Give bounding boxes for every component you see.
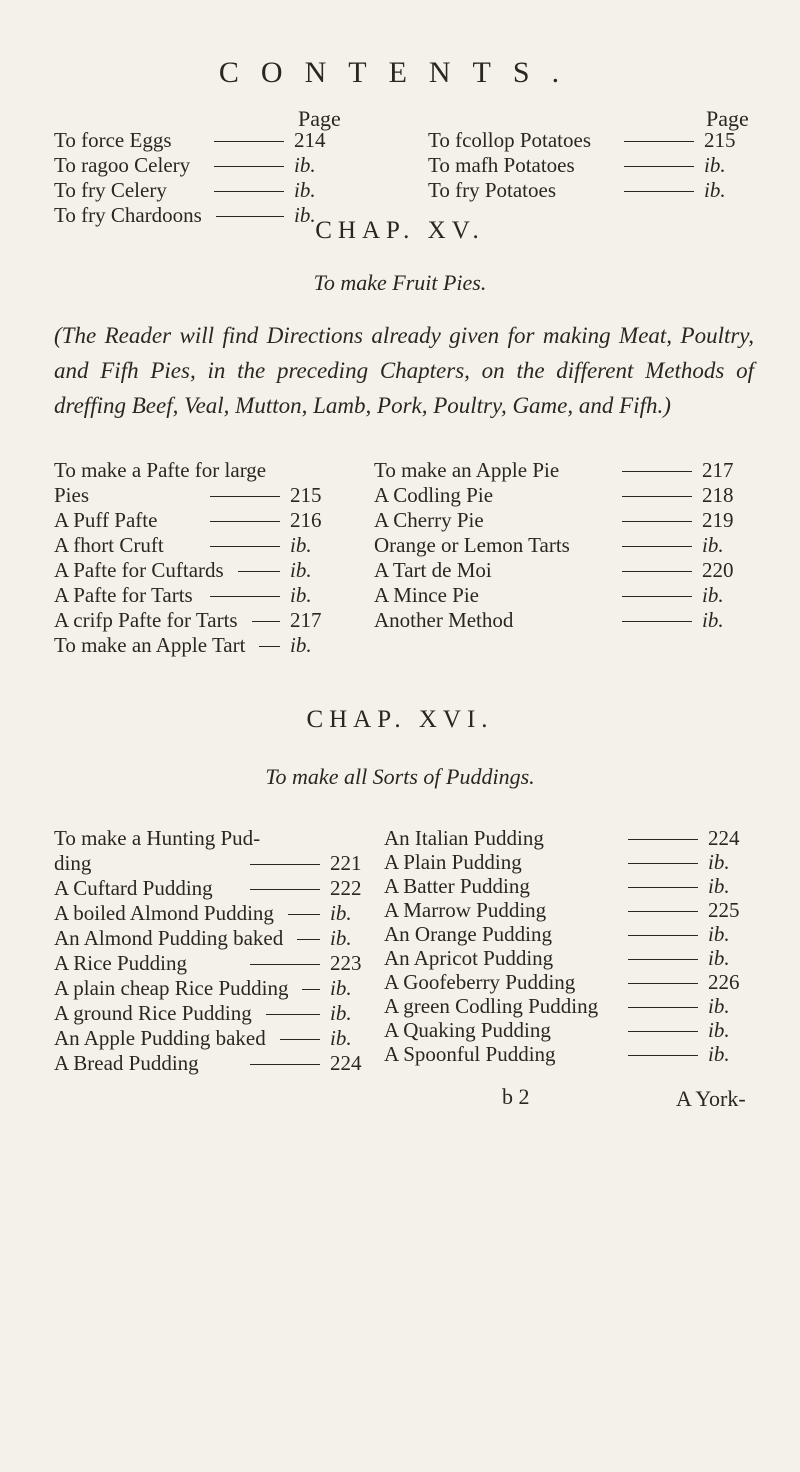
leader-rule xyxy=(210,521,280,522)
chapter-16-heading: CHAP. XVI. xyxy=(306,706,494,733)
toc-entry-page: 225 xyxy=(708,898,740,922)
toc-entry xyxy=(384,874,762,898)
toc-entry-title: A Mince Pie xyxy=(374,583,479,607)
toc-entry-page: ib. xyxy=(294,178,316,202)
toc-entry-page: 224 xyxy=(708,826,740,850)
leader-rule xyxy=(214,141,284,142)
toc-entry xyxy=(54,826,374,851)
leader-rule xyxy=(238,571,280,572)
signature-mark: b 2 xyxy=(502,1084,530,1109)
leader-rule xyxy=(622,571,692,572)
toc-entry-title: A boiled Almond Pudding xyxy=(54,901,274,925)
toc-entry-page: ib. xyxy=(704,153,726,177)
toc-entry-title: A plain cheap Rice Pudding xyxy=(54,976,289,1000)
toc-entry-title: A Goofeberry Pudding xyxy=(384,970,576,994)
leader-rule xyxy=(259,646,280,647)
toc-entry-page: ib. xyxy=(330,1001,352,1025)
toc-entry-title: A Pafte for Tarts xyxy=(54,583,193,607)
leader-rule xyxy=(628,935,698,936)
toc-entry-page: 215 xyxy=(290,483,322,507)
toc-entry-title: A Spoonful Pudding xyxy=(384,1042,556,1066)
leader-rule xyxy=(628,1031,698,1032)
toc-entry xyxy=(384,922,762,946)
leader-rule xyxy=(628,863,698,864)
toc-entry xyxy=(374,458,758,483)
toc-entry xyxy=(384,946,762,970)
top-right-list xyxy=(428,128,758,203)
toc-entry-title: An Almond Pudding baked xyxy=(54,926,284,950)
toc-entry xyxy=(54,976,374,1001)
toc-entry-page: 226 xyxy=(708,970,740,994)
toc-entry-title: To make an Apple Pie xyxy=(374,458,560,482)
leader-rule xyxy=(624,166,694,167)
leader-rule xyxy=(624,141,694,142)
chapter-15-note: (The Reader will find Directions already given for making Meat, Poultry, and Fifh Pies, in the preceding Chapters, on the different Methods of dreffing Beef, Veal, Mutton, Lamb, Pork, Poultry, Game, and Fifh.) xyxy=(54,323,754,418)
toc-entry-title: A Cherry Pie xyxy=(374,508,484,532)
leader-rule xyxy=(622,546,692,547)
toc-entry-page: 220 xyxy=(702,558,734,582)
toc-entry-page: 218 xyxy=(702,483,734,507)
toc-entry-page: ib. xyxy=(702,533,724,557)
chapter-15-right-list xyxy=(374,458,758,633)
toc-entry xyxy=(54,1051,374,1076)
toc-entry xyxy=(54,583,344,608)
leader-rule xyxy=(628,1007,698,1008)
leader-rule xyxy=(628,839,698,840)
leader-rule xyxy=(214,191,284,192)
toc-entry-page: ib. xyxy=(290,533,312,557)
leader-rule xyxy=(280,1039,320,1040)
page-column-heading-right: Page xyxy=(706,106,749,131)
leader-rule xyxy=(250,1064,320,1065)
toc-entry-page: ib. xyxy=(290,558,312,582)
toc-entry-page: ib. xyxy=(294,153,316,177)
toc-entry-title: To make a Hunting Pud- xyxy=(54,826,261,850)
toc-entry-page: ib. xyxy=(702,583,724,607)
toc-entry xyxy=(428,153,758,178)
toc-entry xyxy=(54,901,374,926)
toc-entry-title: A fhort Cruft xyxy=(54,533,164,557)
toc-entry-page: ib. xyxy=(702,608,724,632)
chapter-16-left-list xyxy=(54,826,374,1076)
leader-rule xyxy=(214,166,284,167)
toc-entry-page: 224 xyxy=(330,1051,362,1075)
toc-entry-title: Orange or Lemon Tarts xyxy=(374,533,570,557)
toc-entry xyxy=(384,826,762,850)
catchword: A York- xyxy=(676,1086,746,1111)
leader-rule xyxy=(628,959,698,960)
toc-entry xyxy=(428,128,758,153)
toc-entry-page: ib. xyxy=(708,850,730,874)
chapter-15-left-list xyxy=(54,458,344,658)
toc-entry xyxy=(54,926,374,951)
toc-entry xyxy=(54,558,344,583)
toc-entry-page: 217 xyxy=(702,458,734,482)
toc-entry-title: To make an Apple Tart xyxy=(54,633,246,657)
leader-rule xyxy=(624,191,694,192)
toc-entry-title: A Tart de Moi xyxy=(374,558,492,582)
toc-entry-title: A green Codling Pudding xyxy=(384,994,599,1018)
toc-entry-title: A Puff Pafte xyxy=(54,508,158,532)
leader-rule xyxy=(622,471,692,472)
toc-entry-title: A Plain Pudding xyxy=(384,850,522,874)
toc-entry-page: ib. xyxy=(708,1018,730,1042)
toc-entry-page: ib. xyxy=(708,946,730,970)
toc-entry-title: Pies xyxy=(54,483,90,507)
toc-entry-page: 222 xyxy=(330,876,362,900)
toc-entry xyxy=(54,483,344,508)
leader-rule xyxy=(210,546,280,547)
leader-rule xyxy=(622,521,692,522)
toc-entry-title: To fry Chardoons xyxy=(54,203,202,227)
toc-entry xyxy=(384,1018,762,1042)
leader-rule xyxy=(288,914,320,915)
toc-entry-title: A Codling Pie xyxy=(374,483,494,507)
toc-entry-page: 214 xyxy=(294,128,326,152)
leader-rule xyxy=(622,621,692,622)
toc-entry-title: A Pafte for Cuftards xyxy=(54,558,224,582)
toc-entry-page: ib. xyxy=(708,874,730,898)
chapter-15-heading: CHAP. XV. xyxy=(315,217,485,244)
toc-entry xyxy=(54,533,344,558)
top-left-list xyxy=(54,128,364,228)
toc-entry-title: A Cuftard Pudding xyxy=(54,876,213,900)
toc-entry-title: To fry Celery xyxy=(54,178,167,202)
toc-entry-title: To make a Pafte for large xyxy=(54,458,267,482)
chapter-16-right-list xyxy=(384,826,762,1066)
toc-entry-page: 215 xyxy=(704,128,736,152)
toc-entry-page: ib. xyxy=(290,633,312,657)
toc-entry xyxy=(54,633,344,658)
toc-entry-page: ib. xyxy=(290,583,312,607)
toc-entry xyxy=(374,483,758,508)
toc-entry xyxy=(384,850,762,874)
toc-entry-title: To mafh Potatoes xyxy=(428,153,575,177)
chapter-15-subtitle: To make Fruit Pies. xyxy=(313,270,487,295)
toc-entry xyxy=(374,583,758,608)
toc-entry-page: ib. xyxy=(330,926,352,950)
toc-entry xyxy=(54,128,364,153)
toc-entry-page: ib. xyxy=(708,922,730,946)
leader-rule xyxy=(622,496,692,497)
toc-entry xyxy=(54,1026,374,1051)
toc-entry-page: ib. xyxy=(708,994,730,1018)
toc-entry-title: To force Eggs xyxy=(54,128,172,152)
leader-rule xyxy=(628,887,698,888)
leader-rule xyxy=(250,864,320,865)
toc-entry xyxy=(54,178,364,203)
leader-rule xyxy=(266,1014,320,1015)
toc-entry-title: A crifp Pafte for Tarts xyxy=(54,608,238,632)
toc-entry-title: An Italian Pudding xyxy=(384,826,544,850)
toc-entry-title: Another Method xyxy=(374,608,514,632)
leader-rule xyxy=(210,596,280,597)
toc-entry-title: An Orange Pudding xyxy=(384,922,552,946)
leader-rule xyxy=(297,939,320,940)
leader-rule xyxy=(628,1055,698,1056)
toc-entry-title: A Rice Pudding xyxy=(54,951,188,975)
toc-entry-title: To fry Potatoes xyxy=(428,178,557,202)
toc-entry-page: ib. xyxy=(330,976,352,1000)
toc-entry xyxy=(54,876,374,901)
chapter-16-subtitle: To make all Sorts of Puddings. xyxy=(265,764,535,789)
leader-rule xyxy=(628,983,698,984)
toc-entry-title: To ragoo Celery xyxy=(54,153,191,177)
toc-entry-title: A Quaking Pudding xyxy=(384,1018,551,1042)
toc-entry-title: A ground Rice Pudding xyxy=(54,1001,252,1025)
leader-rule xyxy=(622,596,692,597)
toc-entry xyxy=(428,178,758,203)
toc-entry xyxy=(384,970,762,994)
toc-entry xyxy=(374,533,758,558)
toc-entry-page: 216 xyxy=(290,508,322,532)
toc-entry-page: 223 xyxy=(330,951,362,975)
toc-entry-page: ib. xyxy=(330,1026,352,1050)
toc-entry-title: To fcollop Potatoes xyxy=(428,128,592,152)
leader-rule xyxy=(628,911,698,912)
toc-entry xyxy=(384,1042,762,1066)
toc-entry xyxy=(54,1001,374,1026)
page-title: CONTENTS. xyxy=(218,56,582,89)
toc-entry-page: ib. xyxy=(708,1042,730,1066)
toc-entry-title: A Bread Pudding xyxy=(54,1051,199,1075)
leader-rule xyxy=(250,889,320,890)
toc-entry xyxy=(54,608,344,633)
toc-entry xyxy=(54,458,344,483)
toc-entry-title: A Marrow Pudding xyxy=(384,898,547,922)
toc-entry-page: ib. xyxy=(294,203,316,227)
toc-entry-page: 217 xyxy=(290,608,322,632)
toc-entry xyxy=(384,898,762,922)
toc-entry-title: An Apricot Pudding xyxy=(384,946,554,970)
toc-entry xyxy=(384,994,762,1018)
toc-entry xyxy=(54,508,344,533)
toc-entry xyxy=(54,951,374,976)
page-column-heading-left: Page xyxy=(298,106,341,131)
leader-rule xyxy=(302,989,320,990)
toc-entry-title: An Apple Pudding baked xyxy=(54,1026,266,1050)
toc-entry xyxy=(374,558,758,583)
leader-rule xyxy=(210,496,280,497)
toc-entry-page: ib. xyxy=(704,178,726,202)
toc-entry xyxy=(374,608,758,633)
leader-rule xyxy=(252,621,280,622)
leader-rule xyxy=(250,964,320,965)
toc-entry xyxy=(54,851,374,876)
toc-entry-page: 221 xyxy=(330,851,362,875)
toc-entry xyxy=(54,153,364,178)
toc-entry-title: A Batter Pudding xyxy=(384,874,530,898)
toc-entry xyxy=(374,508,758,533)
toc-entry-page: ib. xyxy=(330,901,352,925)
toc-entry-title: ding xyxy=(54,851,92,875)
toc-entry-page: 219 xyxy=(702,508,734,532)
